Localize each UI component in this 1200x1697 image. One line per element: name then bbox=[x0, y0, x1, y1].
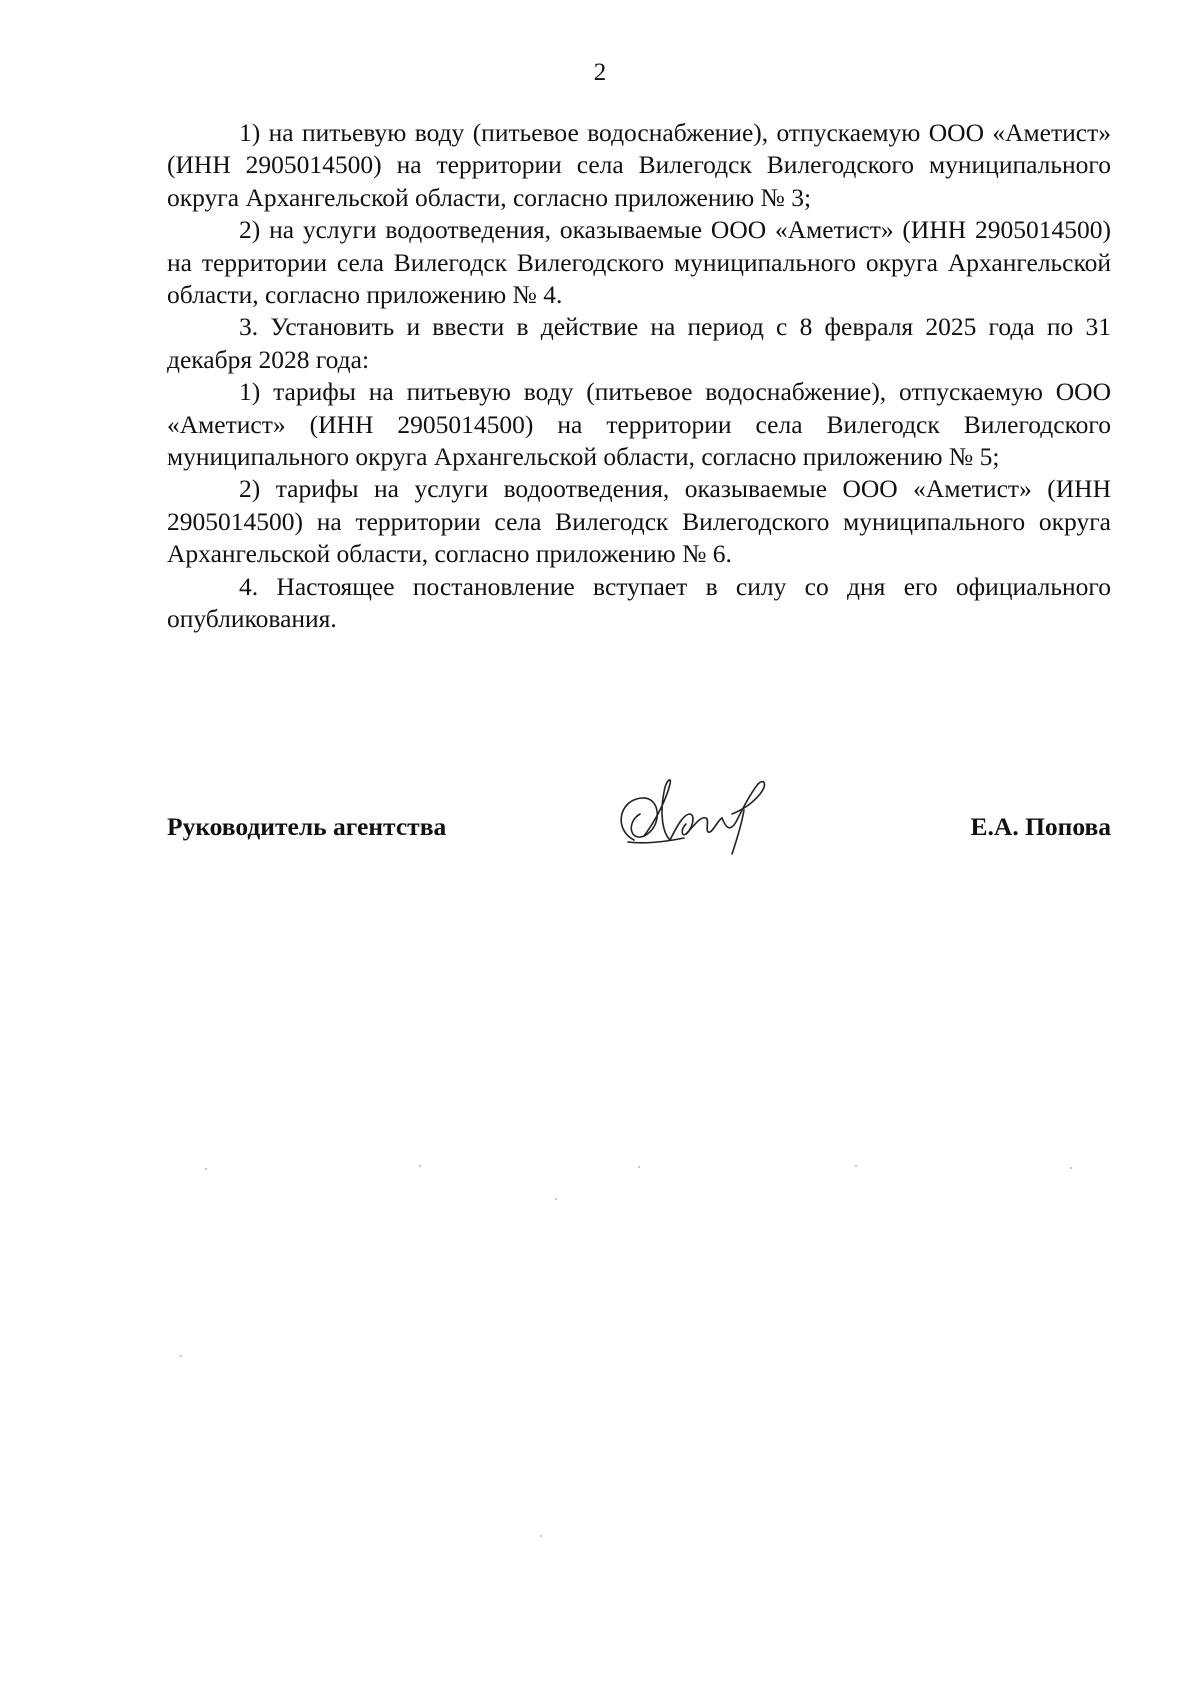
paragraph-3: 3. Установить и ввести в действие на период с 8 февраля 2025 года по 31 декабря 2028 года: bbox=[167, 312, 1111, 374]
scan-dot bbox=[205, 1168, 207, 1170]
scan-dot bbox=[540, 1535, 542, 1537]
paragraph-6: 4. Настоящее постановление вступает в силу со дня его официального опубликования. bbox=[167, 571, 1111, 634]
scan-dot bbox=[419, 1165, 421, 1167]
signer-name: Е.А. Попова bbox=[970, 812, 1111, 841]
paragraph-1: 1) на питьевую воду (питьевое водоснабжение), отпускаемую ООО «Аметист» (ИНН 2905014500) на территории села Вилегодск Вилегодского муниципального округа Архангельской области, согласно приложению № 3; bbox=[167, 118, 1111, 212]
signature-icon bbox=[604, 770, 784, 860]
paragraph-2: 2) на услуги водоотведения, оказываемые ООО «Аметист» (ИНН 2905014500) на территории села Вилегодск Вилегодского муниципального округа Архангельской области, согласно приложению № 4. bbox=[167, 215, 1111, 310]
scan-dot bbox=[555, 1198, 557, 1200]
page-number: 2 bbox=[593, 59, 607, 86]
scan-dot bbox=[180, 1355, 182, 1357]
signer-title: Руководитель агентства bbox=[167, 812, 447, 841]
scan-dot bbox=[855, 1165, 857, 1167]
scan-dot bbox=[638, 1166, 640, 1168]
paragraph-5: 2) тарифы на услуги водоотведения, оказываемые ООО «Аметист» (ИНН 2905014500) на территории села Вилегодск Вилегодского муниципального округа Архангельской области, согласно приложению № 6. bbox=[167, 474, 1111, 569]
scan-dot bbox=[1070, 1167, 1072, 1169]
paragraph-4: 1) тарифы на питьевую воду (питьевое водоснабжение), отпускаемую ООО «Аметист» (ИНН 2905014500) на территории села Вилегодск Вилегодского муниципального округа Архангельской области, согласно приложению № 5; bbox=[167, 377, 1111, 472]
signature-block bbox=[167, 770, 1111, 860]
document-body bbox=[167, 117, 1111, 636]
